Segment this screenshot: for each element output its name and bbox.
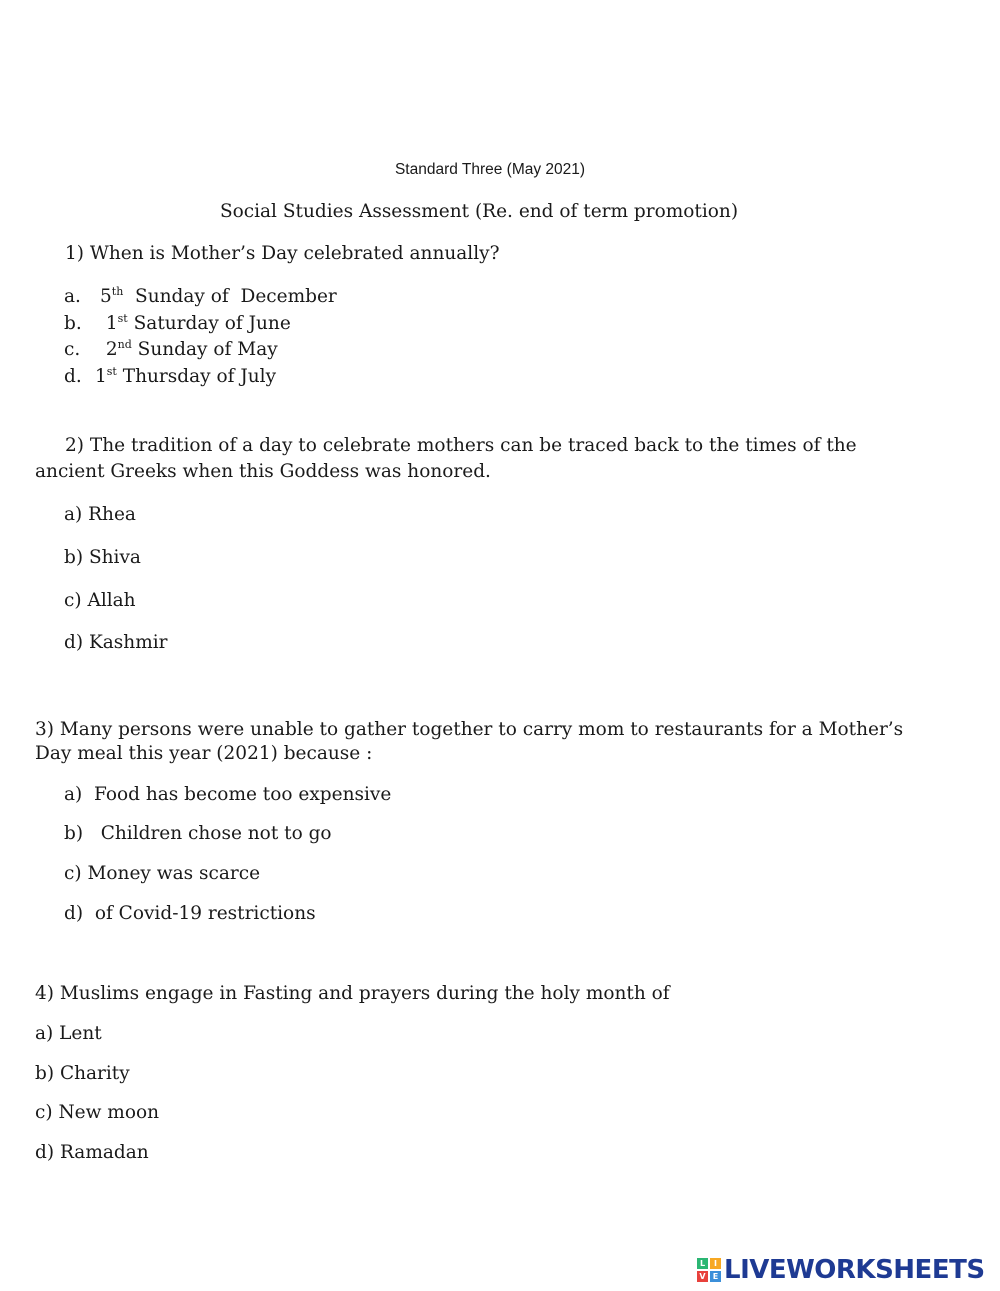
logo-mark-tile: E — [710, 1271, 721, 1282]
option-text: Thursday of July — [116, 366, 277, 387]
option-ordinal-suffix: nd — [117, 338, 132, 351]
option-ordinal: 2 — [100, 339, 118, 360]
question-4-option-c[interactable]: c) New moon — [35, 1102, 160, 1123]
question-2-option-b[interactable]: b) Shiva — [64, 547, 141, 568]
question-3-option-c[interactable]: c) Money was scarce — [64, 863, 261, 884]
question-1-option-d[interactable] — [64, 365, 276, 389]
question-4-text: 4) Muslims engage in Fasting and prayers during the holy month of — [35, 983, 670, 1004]
option-label: d. — [64, 366, 82, 387]
option-ordinal-suffix: st — [106, 365, 117, 378]
logo-mark-tile: V — [697, 1271, 708, 1282]
option-text: Saturday of June — [127, 313, 291, 334]
option-ordinal-suffix: th — [111, 285, 124, 298]
question-3-text-line-1: 3) Many persons were unable to gather together to carry mom to restaurants for a Mother’s — [35, 719, 904, 740]
question-1-option-c[interactable] — [64, 338, 278, 362]
question-2-text-line-2: ancient Greeks when this Goddess was honored. — [35, 461, 491, 482]
option-label: b. — [64, 313, 82, 334]
option-text: Sunday of May — [131, 339, 278, 360]
question-2-option-a[interactable]: a) Rhea — [64, 504, 136, 525]
question-3-text-line-2: Day meal this year (2021) because : — [35, 743, 373, 764]
question-4-option-a[interactable]: a) Lent — [35, 1023, 102, 1044]
question-2-text-line-1: 2) The tradition of a day to celebrate mothers can be traced back to the times of the — [65, 435, 857, 456]
logo-mark-icon — [697, 1258, 721, 1282]
question-1-option-b[interactable] — [64, 312, 291, 336]
question-3-option-a[interactable]: a) Food has become too expensive — [64, 784, 392, 805]
logo-text: LIVEWORKSHEETS — [724, 1255, 985, 1285]
question-4-option-d[interactable]: d) Ramadan — [35, 1142, 149, 1163]
option-label: c. — [64, 339, 81, 360]
option-ordinal-suffix: st — [117, 312, 128, 325]
option-label: a. — [64, 286, 81, 307]
question-2-option-c[interactable]: c) Allah — [64, 590, 136, 611]
question-3-option-b[interactable]: b) Children chose not to go — [64, 823, 332, 844]
assessment-title: Social Studies Assessment (Re. end of term promotion) — [219, 201, 739, 222]
grade-date-header: Standard Three (May 2021) — [394, 161, 586, 178]
question-3-option-d[interactable]: d) of Covid-19 restrictions — [64, 903, 316, 924]
logo-mark-tile: I — [710, 1258, 721, 1269]
liveworksheets-logo[interactable] — [697, 1255, 993, 1285]
question-4-option-b[interactable]: b) Charity — [35, 1063, 130, 1084]
option-text: Sunday of December — [123, 286, 337, 307]
question-1-option-a[interactable] — [64, 285, 337, 309]
question-2-option-d[interactable]: d) Kashmir — [64, 632, 168, 653]
option-ordinal: 1 — [100, 313, 118, 334]
option-ordinal: 1 — [95, 366, 107, 387]
option-ordinal: 5 — [100, 286, 112, 307]
logo-mark-tile: L — [697, 1258, 708, 1269]
question-1-text: 1) When is Mother’s Day celebrated annually? — [65, 243, 500, 264]
